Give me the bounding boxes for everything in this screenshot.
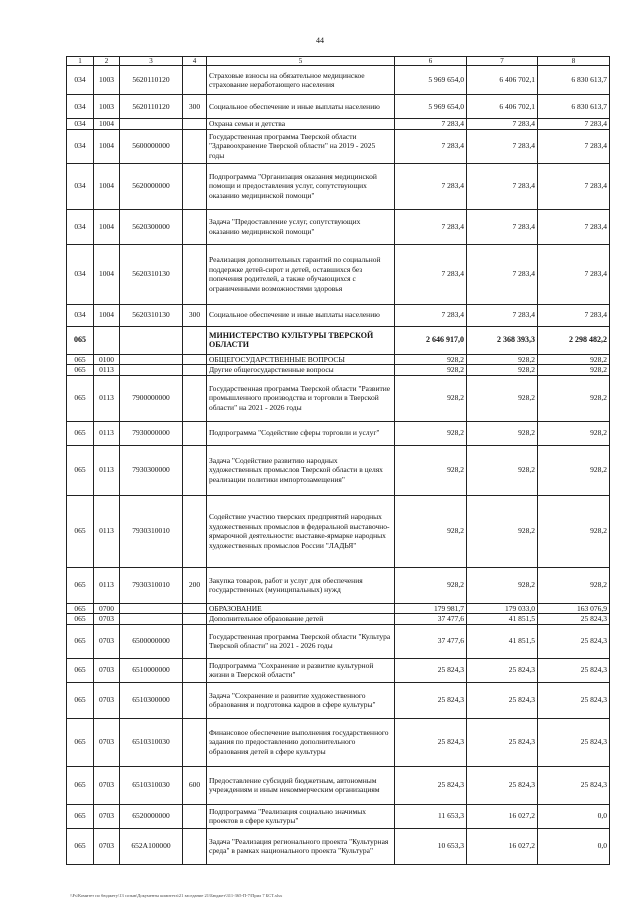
admin-code-cell: 065 — [67, 804, 94, 828]
amount-year1-cell: 7 283,4 — [395, 163, 467, 209]
expense-type-cell — [183, 614, 207, 625]
amount-year2-cell: 25 824,3 — [467, 718, 538, 766]
section-code-cell: 1004 — [94, 163, 120, 209]
target-article-cell — [120, 614, 183, 625]
admin-code-cell: 065 — [67, 375, 94, 421]
admin-code-cell: 034 — [67, 163, 94, 209]
expense-type-cell — [183, 445, 207, 495]
expense-type-cell — [183, 828, 207, 864]
amount-year3-cell: 928,2 — [538, 354, 610, 365]
target-article-cell: 7900000000 — [120, 375, 183, 421]
amount-year3-cell: 928,2 — [538, 375, 610, 421]
amount-year1-cell: 928,2 — [395, 421, 467, 445]
amount-year2-cell: 928,2 — [467, 375, 538, 421]
amount-year3-cell: 0,0 — [538, 828, 610, 864]
admin-code-cell: 065 — [67, 718, 94, 766]
table-row — [67, 129, 610, 163]
table-row — [67, 658, 610, 682]
header-cell: 1 — [67, 57, 94, 66]
table-row — [67, 766, 610, 804]
header-cell: 4 — [183, 57, 207, 66]
table-row — [67, 624, 610, 658]
description-cell: Другие общегосударственные вопросы — [207, 365, 395, 376]
expense-type-cell — [183, 66, 207, 95]
amount-year2-cell: 6 406 702,1 — [467, 66, 538, 95]
amount-year1-cell: 10 653,3 — [395, 828, 467, 864]
amount-year2-cell: 928,2 — [467, 354, 538, 365]
description-cell: Содействие участию тверских предприятий народных художественных промыслов в федеральной выставочно-ярмарочной деятельности: выставке-ярмарке народных художественных промыслов России "ЛАДЬЯ" — [207, 495, 395, 567]
amount-year2-cell: 928,2 — [467, 567, 538, 603]
amount-year3-cell: 25 824,3 — [538, 614, 610, 625]
amount-year1-cell: 7 283,4 — [395, 119, 467, 130]
section-code-cell: 0703 — [94, 614, 120, 625]
description-cell: Финансовое обеспечение выполнения государственного задания по предоставлению дополнительного образования детей в сфере культуры — [207, 718, 395, 766]
section-code-cell: 0703 — [94, 682, 120, 718]
amount-year1-cell: 25 824,3 — [395, 718, 467, 766]
expense-type-cell — [183, 326, 207, 354]
amount-year2-cell: 25 824,3 — [467, 682, 538, 718]
expense-type-cell — [183, 624, 207, 658]
description-cell: Государственная программа Тверской области "Развитие промышленного производства и торговли в Тверской области" на 2021 - 2026 годы — [207, 375, 395, 421]
target-article-cell — [120, 365, 183, 376]
expense-type-cell — [183, 682, 207, 718]
admin-code-cell: 065 — [67, 828, 94, 864]
target-article-cell: 6520000000 — [120, 804, 183, 828]
amount-year2-cell: 41 851,5 — [467, 624, 538, 658]
table-row — [67, 304, 610, 326]
admin-code-cell: 065 — [67, 624, 94, 658]
description-cell: Охрана семьи и детства — [207, 119, 395, 130]
section-code-cell: 0113 — [94, 495, 120, 567]
target-article-cell: 5620110120 — [120, 95, 183, 119]
section-code-cell: 0113 — [94, 375, 120, 421]
expense-type-cell — [183, 244, 207, 304]
amount-year2-cell: 7 283,4 — [467, 129, 538, 163]
target-article-cell: 7930310010 — [120, 495, 183, 567]
admin-code-cell: 065 — [67, 354, 94, 365]
expense-type-cell: 300 — [183, 95, 207, 119]
section-code-cell: 0703 — [94, 718, 120, 766]
section-code-cell: 1004 — [94, 244, 120, 304]
section-code-cell: 0113 — [94, 365, 120, 376]
admin-code-cell: 065 — [67, 445, 94, 495]
section-code-cell: 0703 — [94, 766, 120, 804]
amount-year1-cell: 25 824,3 — [395, 658, 467, 682]
admin-code-cell: 034 — [67, 95, 94, 119]
expense-type-cell — [183, 375, 207, 421]
section-code-cell: 1004 — [94, 119, 120, 130]
table-row — [67, 163, 610, 209]
amount-year3-cell: 7 283,4 — [538, 304, 610, 326]
amount-year2-cell: 41 851,5 — [467, 614, 538, 625]
description-cell: Реализация дополнительных гарантий по социальной поддержке детей-сирот и детей, оставшихся без попечения родителей, а также обучающихся с ограниченными возможностями здоровья — [207, 244, 395, 304]
amount-year2-cell: 7 283,4 — [467, 119, 538, 130]
header-cell: 5 — [207, 57, 395, 66]
target-article-cell: 5620310130 — [120, 304, 183, 326]
amount-year3-cell: 7 283,4 — [538, 119, 610, 130]
expense-type-cell: 200 — [183, 567, 207, 603]
admin-code-cell: 065 — [67, 365, 94, 376]
budget-table — [66, 56, 610, 865]
amount-year1-cell: 5 969 654,0 — [395, 66, 467, 95]
table-header-row — [67, 57, 610, 66]
amount-year1-cell: 7 283,4 — [395, 304, 467, 326]
amount-year3-cell: 7 283,4 — [538, 244, 610, 304]
description-cell: Дополнительное образование детей — [207, 614, 395, 625]
description-cell: Закупка товаров, работ и услуг для обеспечения государственных (муниципальных) нужд — [207, 567, 395, 603]
description-cell: Государственная программа Тверской области "Культура Тверской области" на 2021 - 2026 годы — [207, 624, 395, 658]
expense-type-cell — [183, 365, 207, 376]
description-cell: Подпрограмма "Содействие сферы торговли и услуг" — [207, 421, 395, 445]
table-row — [67, 603, 610, 614]
description-cell: ОБЩЕГОСУДАРСТВЕННЫЕ ВОПРОСЫ — [207, 354, 395, 365]
admin-code-cell: 065 — [67, 326, 94, 354]
amount-year1-cell: 928,2 — [395, 375, 467, 421]
admin-code-cell: 065 — [67, 682, 94, 718]
expense-type-cell — [183, 129, 207, 163]
table-row — [67, 119, 610, 130]
header-cell: 2 — [94, 57, 120, 66]
table-row — [67, 95, 610, 119]
amount-year2-cell: 928,2 — [467, 495, 538, 567]
amount-year2-cell: 7 283,4 — [467, 244, 538, 304]
target-article-cell: 6510300000 — [120, 682, 183, 718]
amount-year2-cell: 16 027,2 — [467, 804, 538, 828]
amount-year3-cell: 25 824,3 — [538, 658, 610, 682]
amount-year2-cell: 25 824,3 — [467, 766, 538, 804]
section-code-cell: 0703 — [94, 658, 120, 682]
description-cell: Страховые взносы на обязательное медицинское страхование неработающего населения — [207, 66, 395, 95]
amount-year3-cell: 928,2 — [538, 365, 610, 376]
amount-year1-cell: 928,2 — [395, 445, 467, 495]
table-row — [67, 66, 610, 95]
target-article-cell: 5600000000 — [120, 129, 183, 163]
amount-year1-cell: 7 283,4 — [395, 244, 467, 304]
section-code-cell — [94, 326, 120, 354]
expense-type-cell — [183, 718, 207, 766]
amount-year1-cell: 928,2 — [395, 567, 467, 603]
target-article-cell: 6510310030 — [120, 718, 183, 766]
table-row — [67, 375, 610, 421]
target-article-cell — [120, 354, 183, 365]
table-row — [67, 828, 610, 864]
section-code-cell: 1003 — [94, 95, 120, 119]
table-row — [67, 445, 610, 495]
table-row — [67, 326, 610, 354]
description-cell: Задача "Предоставление услуг, сопутствующих оказанию медицинской помощи" — [207, 209, 395, 244]
admin-code-cell: 065 — [67, 766, 94, 804]
amount-year1-cell: 928,2 — [395, 354, 467, 365]
amount-year3-cell: 0,0 — [538, 804, 610, 828]
description-cell: Задача "Реализация регионального проекта "Культурная среда" в рамках национального проекта "Культура" — [207, 828, 395, 864]
target-article-cell — [120, 603, 183, 614]
target-article-cell: 5620300000 — [120, 209, 183, 244]
description-cell: Подпрограмма "Организация оказания медицинской помощи и предоставления услуг, сопутствующих оказанию медицинской помощи" — [207, 163, 395, 209]
amount-year3-cell: 928,2 — [538, 567, 610, 603]
amount-year3-cell: 25 824,3 — [538, 766, 610, 804]
amount-year1-cell: 928,2 — [395, 365, 467, 376]
admin-code-cell: 065 — [67, 658, 94, 682]
target-article-cell: 6500000000 — [120, 624, 183, 658]
admin-code-cell: 034 — [67, 304, 94, 326]
amount-year1-cell: 7 283,4 — [395, 129, 467, 163]
amount-year3-cell: 7 283,4 — [538, 129, 610, 163]
section-code-cell: 0700 — [94, 603, 120, 614]
target-article-cell: 5620000000 — [120, 163, 183, 209]
admin-code-cell: 034 — [67, 244, 94, 304]
admin-code-cell: 034 — [67, 119, 94, 130]
section-code-cell: 1004 — [94, 129, 120, 163]
amount-year3-cell: 2 298 482,2 — [538, 326, 610, 354]
admin-code-cell: 065 — [67, 421, 94, 445]
admin-code-cell: 065 — [67, 614, 94, 625]
amount-year2-cell: 928,2 — [467, 445, 538, 495]
amount-year1-cell: 25 824,3 — [395, 682, 467, 718]
amount-year1-cell: 7 283,4 — [395, 209, 467, 244]
header-cell: 7 — [467, 57, 538, 66]
admin-code-cell: 065 — [67, 495, 94, 567]
amount-year2-cell: 928,2 — [467, 365, 538, 376]
amount-year2-cell: 7 283,4 — [467, 304, 538, 326]
target-article-cell: 6510310030 — [120, 766, 183, 804]
header-cell: 8 — [538, 57, 610, 66]
amount-year3-cell: 25 824,3 — [538, 624, 610, 658]
description-cell: Задача "Содействие развитию народных художественных промыслов Тверской области в целях реализации политики импортозамещения" — [207, 445, 395, 495]
section-code-cell: 1003 — [94, 66, 120, 95]
section-code-cell: 0113 — [94, 445, 120, 495]
section-code-cell: 1004 — [94, 209, 120, 244]
section-code-cell: 0100 — [94, 354, 120, 365]
description-cell: Социальное обеспечение и иные выплаты населению — [207, 304, 395, 326]
target-article-cell: 652A100000 — [120, 828, 183, 864]
amount-year3-cell: 6 830 613,7 — [538, 95, 610, 119]
section-code-cell: 0113 — [94, 421, 120, 445]
section-code-cell: 0113 — [94, 567, 120, 603]
amount-year2-cell: 179 033,0 — [467, 603, 538, 614]
amount-year2-cell: 2 368 393,3 — [467, 326, 538, 354]
amount-year2-cell: 928,2 — [467, 421, 538, 445]
amount-year1-cell: 25 824,3 — [395, 766, 467, 804]
admin-code-cell: 034 — [67, 129, 94, 163]
section-code-cell: 1004 — [94, 304, 120, 326]
description-cell: Государственная программа Тверской области "Здравоохранение Тверской области" на 2019 - 2025 годы — [207, 129, 395, 163]
description-cell: Задача "Сохранение и развитие художественного образования и подготовка кадров в сфере культуры" — [207, 682, 395, 718]
amount-year3-cell: 928,2 — [538, 421, 610, 445]
header-cell: 6 — [395, 57, 467, 66]
section-code-cell: 0703 — [94, 804, 120, 828]
table-row — [67, 682, 610, 718]
target-article-cell: 7930310010 — [120, 567, 183, 603]
table-row — [67, 495, 610, 567]
admin-code-cell: 065 — [67, 603, 94, 614]
section-code-cell: 0703 — [94, 624, 120, 658]
amount-year3-cell: 163 076,9 — [538, 603, 610, 614]
expense-type-cell — [183, 603, 207, 614]
amount-year3-cell: 6 830 613,7 — [538, 66, 610, 95]
target-article-cell: 5620310130 — [120, 244, 183, 304]
table-row — [67, 567, 610, 603]
description-cell: Подпрограмма "Сохранение и развитие культурной жизни в Тверской области" — [207, 658, 395, 682]
description-cell: ОБРАЗОВАНИЕ — [207, 603, 395, 614]
amount-year1-cell: 37 477,6 — [395, 614, 467, 625]
target-article-cell — [120, 119, 183, 130]
description-cell: МИНИСТЕРСТВО КУЛЬТУРЫ ТВЕРСКОЙ ОБЛАСТИ — [207, 326, 395, 354]
target-article-cell: 5620110120 — [120, 66, 183, 95]
amount-year3-cell: 7 283,4 — [538, 163, 610, 209]
file-path-footer: \\Fs\Комитет по бюджету\13 созыв\Документы комитета\21 заседание 21\Бюджет\311-365-П-7\Прил 7 БСТ.xlsx — [70, 893, 283, 898]
amount-year3-cell: 928,2 — [538, 445, 610, 495]
description-cell: Социальное обеспечение и иные выплаты населению — [207, 95, 395, 119]
expense-type-cell — [183, 354, 207, 365]
target-article-cell: 7930000000 — [120, 421, 183, 445]
amount-year1-cell: 37 477,6 — [395, 624, 467, 658]
table-row — [67, 209, 610, 244]
amount-year2-cell: 16 027,2 — [467, 828, 538, 864]
header-cell: 3 — [120, 57, 183, 66]
page-number: 44 — [316, 36, 324, 45]
admin-code-cell: 034 — [67, 209, 94, 244]
table-row — [67, 804, 610, 828]
table-row — [67, 354, 610, 365]
amount-year3-cell: 25 824,3 — [538, 682, 610, 718]
amount-year1-cell: 179 981,7 — [395, 603, 467, 614]
description-cell: Предоставление субсидий бюджетным, автономным учреждениям и иным некоммерческим организациям — [207, 766, 395, 804]
amount-year3-cell: 25 824,3 — [538, 718, 610, 766]
expense-type-cell — [183, 421, 207, 445]
expense-type-cell: 300 — [183, 304, 207, 326]
section-code-cell: 0703 — [94, 828, 120, 864]
admin-code-cell: 034 — [67, 66, 94, 95]
amount-year1-cell: 11 653,3 — [395, 804, 467, 828]
target-article-cell: 7930300000 — [120, 445, 183, 495]
amount-year2-cell: 6 406 702,1 — [467, 95, 538, 119]
amount-year2-cell: 25 824,3 — [467, 658, 538, 682]
expense-type-cell — [183, 119, 207, 130]
target-article-cell — [120, 326, 183, 354]
expense-type-cell — [183, 163, 207, 209]
amount-year2-cell: 7 283,4 — [467, 163, 538, 209]
amount-year1-cell: 5 969 654,0 — [395, 95, 467, 119]
expense-type-cell: 600 — [183, 766, 207, 804]
expense-type-cell — [183, 658, 207, 682]
amount-year3-cell: 928,2 — [538, 495, 610, 567]
table-row — [67, 244, 610, 304]
table-row — [67, 718, 610, 766]
table-row — [67, 614, 610, 625]
amount-year1-cell: 928,2 — [395, 495, 467, 567]
target-article-cell: 6510000000 — [120, 658, 183, 682]
amount-year3-cell: 7 283,4 — [538, 209, 610, 244]
expense-type-cell — [183, 804, 207, 828]
expense-type-cell — [183, 495, 207, 567]
amount-year2-cell: 7 283,4 — [467, 209, 538, 244]
table-row — [67, 421, 610, 445]
expense-type-cell — [183, 209, 207, 244]
admin-code-cell: 065 — [67, 567, 94, 603]
amount-year1-cell: 2 646 917,0 — [395, 326, 467, 354]
description-cell: Подпрограмма "Реализация социально значимых проектов в сфере культуры" — [207, 804, 395, 828]
table-row — [67, 365, 610, 376]
